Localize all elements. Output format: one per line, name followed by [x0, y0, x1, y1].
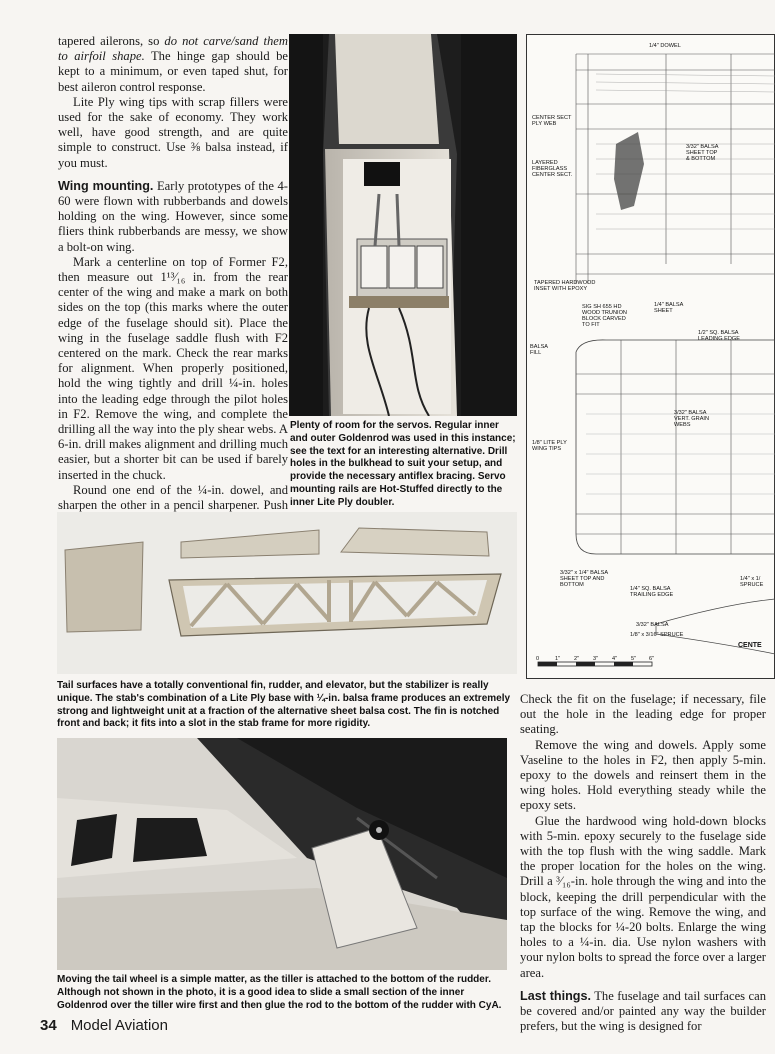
paragraph: Round one end of the ¼-in. dowel, and sharpen the other in a pencil sharpener. Push — [58, 482, 288, 513]
scale-label: 3" — [593, 656, 599, 662]
paragraph: Glue the hardwood wing hold-down blocks with 5-min. epoxy securely to the fuselage side with the top flush with the wing saddle. Mark the proper location for the holes on the wing. Drill a ³⁄₁₆-in. hole through the wing and into the block, keeping the drill perpendicular with the top surface of the wing. Remove the wing, and tap the blocks for ¼-20 bolts. Enlarge the wing holes to a ¼-in. dia. Use nylon washers with your nylon bolts to spread the force over a larger area. — [520, 813, 766, 980]
plan-label: CENTE — [738, 642, 762, 649]
plan-label: LAYERED — [532, 160, 558, 166]
page-footer — [40, 1017, 168, 1034]
plan-label: CENTER SECT — [532, 115, 572, 121]
plan-label: TRAILING EDGE — [630, 592, 674, 598]
plan-label: FIBERGLASS — [532, 166, 568, 172]
tail-wheel-photo — [57, 738, 507, 970]
servo-photo-caption: Plenty of room for the servos. Regular inner and outer Goldenrod was used in this instance; see the text for an interesting alternative. Drill holes in the bulkhead to suit your setup, and provide the necessary antiflex bracing. Servo mounting rails are Hot-Stuffed directly to the inner Lite Ply doubler. — [290, 420, 516, 508]
plan-label: 3/32" BALSA — [636, 622, 669, 628]
plan-label: TO FIT — [582, 322, 600, 328]
plan-label: WOOD TRUNION — [582, 310, 627, 316]
tail-surfaces-caption: Tail surfaces have a totally conventional fin, rudder, and elevator, but the stabilizer is really unique. The stab's combination of a Lite Ply base with ¼-in. balsa frame produces an extremely strong and lightweight unit at a fraction of the alternative sheet balsa cost. The fin is notched front and back; it fits into a slot in the stab frame for more rigidity. — [57, 680, 511, 730]
scale-label: 5" — [631, 656, 637, 662]
paragraph: Last things. The fuselage and tail surfaces can be covered and/or painted any way the builder prefers, but the wing is designed for — [520, 988, 767, 1034]
plan-label: VERT. GRAIN — [674, 416, 710, 422]
tail-surfaces-photo — [57, 512, 517, 674]
paragraph: Mark a centerline on top of Former F2, then measure out 1¹³⁄₁₆ in. from the rear center of the wing and make a mark on both sides on the top (this marks where the outer edge of the fuselage should sit). Place the wing in the fuselage saddle flush with F2 centered on the mark. Check the rear marks for alignment. When properly positioned, hold the wing tightly and drill ¼-in. holes into the leading edge through the pilot holes in F2. Remove the wing, and complete the drilling all the way into the ply shear webs. A 6-in. drill makes alignment and drilling much easier, but a shorter bit can be used if barely inserted in the chuck. — [58, 254, 288, 482]
plan-label: SPRUCE — [740, 582, 764, 588]
plan-label: 1/8" LITE PLY — [532, 440, 567, 446]
paragraph: Check the fit on the fuselage; if necessary, file out the hole in the leading edge for proper seating. — [520, 692, 766, 737]
plan-label: SHEET TOP AND — [560, 576, 605, 582]
scale-label: 2" — [574, 656, 580, 662]
paragraph: Wing mounting. Early prototypes of the 4-60 were flown with rubberbands and dowels holding on the wing. However, since some fliers think rubberbands are messy, we show a bolt-on wing. — [58, 178, 288, 254]
right-text-column — [520, 692, 766, 1034]
plan-label: BALSA — [530, 344, 549, 350]
plan-label: INSET WITH EPOXY — [534, 286, 588, 292]
plan-label: 3/32" BALSA — [674, 410, 707, 416]
paragraph: Remove the wing and dowels. Apply some Vaseline to the holes in F2, then apply 5-min. epoxy to the dowels and reinsert them in the wing holes. Hold everything steady while the epoxy sets. — [520, 737, 766, 813]
scale-label: 0 — [536, 656, 540, 662]
plan-label: 3/32" BALSA — [686, 144, 719, 150]
paragraph: tapered ailerons, so do not carve/sand them to airfoil shape. The hinge gap should be kept to a minimum, or even taped shut, for best aileron control response. — [58, 34, 288, 94]
plan-label: 1/4" DOWEL — [649, 43, 681, 49]
plan-label: SIG SH 655 HD — [582, 304, 622, 310]
plan-label: WEBS — [674, 422, 691, 428]
plan-label: FILL — [530, 350, 542, 356]
plan-label: BLOCK CARVED — [582, 316, 626, 322]
tail-wheel-caption: Moving the tail wheel is a simple matter, as the tiller is attached to the bottom of the rudder. Although not shown in the photo, it is a good idea to slide a small section of the inner Goldenrod over the tiller wire first and then glue the rod to the bottom of the rudder with CyA. — [57, 974, 502, 1011]
plan-label: BOTTOM — [560, 582, 584, 588]
plan-label: TAPERED HARDWOOD — [534, 280, 596, 286]
page-number: 34 — [40, 1017, 57, 1034]
plan-label: WING TIPS — [532, 446, 562, 452]
plan-label: PLY WEB — [532, 121, 557, 127]
scale-label: 4" — [612, 656, 618, 662]
section-heading: Last things. — [520, 988, 591, 1003]
paragraph: Lite Ply wing tips with scrap fillers were used for the sake of economy. They work well, have good strength, and are quite simple to construct. Use ⅜ balsa instead, if you must. — [58, 94, 288, 170]
plan-label: SHEET TOP — [686, 150, 718, 156]
scale-label: 6" — [649, 656, 655, 662]
plan-label: LEADING EDGE — [698, 336, 740, 342]
left-text-column — [58, 34, 288, 559]
plan-label: 1/4" SQ. BALSA — [630, 586, 671, 592]
plan-label: & BOTTOM — [686, 156, 716, 162]
magazine-name: Model Aviation — [70, 1017, 168, 1034]
plan-label: 1/8" x 3/16" SPRUCE — [630, 632, 684, 638]
plan-label: 1/4" BALSA — [654, 302, 684, 308]
plan-label: CENTER SECT. — [532, 172, 573, 178]
section-heading: Wing mounting. — [58, 178, 154, 193]
scale-bar — [536, 656, 654, 666]
plan-label: 3/32" x 1/4" BALSA — [560, 570, 609, 576]
plan-label: 1/2" SQ. BALSA — [698, 330, 739, 336]
servo-photo — [289, 34, 517, 416]
plan-label: SHEET — [654, 308, 673, 314]
scale-label: 1" — [555, 656, 561, 662]
plan-label: 1/4" x 1/ — [740, 576, 761, 582]
wing-plan-drawing — [526, 34, 775, 679]
